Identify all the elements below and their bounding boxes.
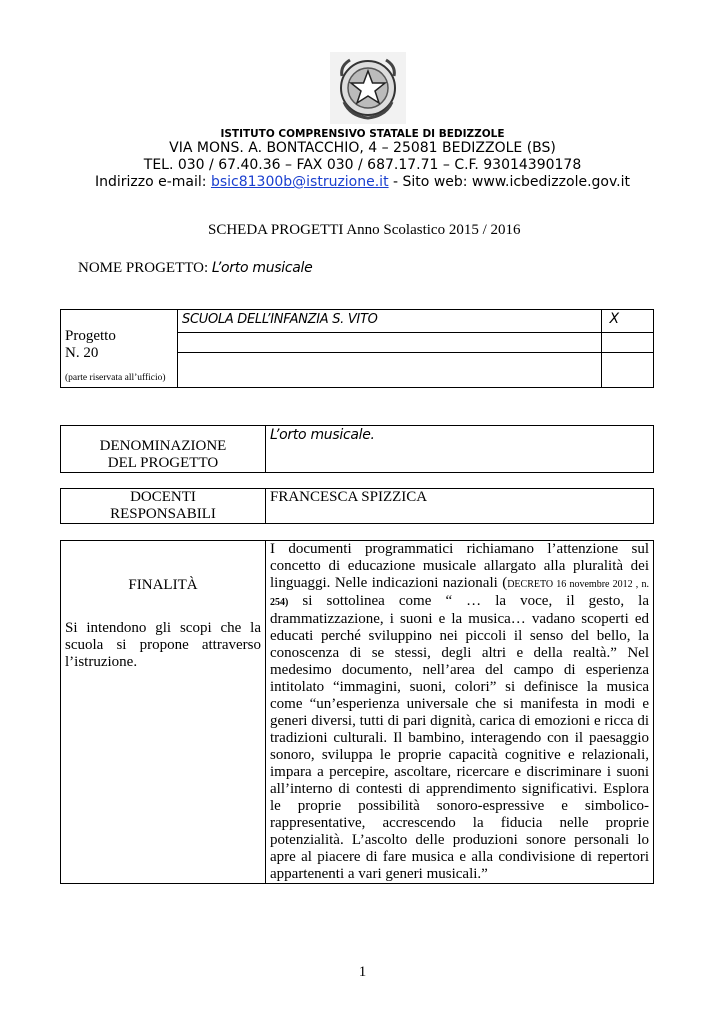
finalita-label-cell — [61, 541, 266, 884]
italian-republic-emblem-icon — [330, 52, 406, 124]
finalita-text-2: si sottolinea come “ … la voce, il gesto, la drammatizzazione, i suoni e la musica… vadano scoperti ed educati perché sviluppino nei piccoli il senso del bello, la conoscenza di se stessi, degli altri e della realtà.” Nel medesimo documento, nell’area del campo di esperienza intitolato “immagini, suoni, colori” si definisce la musica come “un’esperienza universale che si manifesta in modi e generi diversi, tutti di pari dignità, carica di emozioni e ricca di tradizioni culturali. Il bambino, interagendo con il paesaggio sonoro, sviluppa le proprie capacità cognitive e relazionali, impara a percepire, ascoltare, ricercare e discriminare i suoni all’interno di contesti di apprendimento significativi. Esplora le proprie possibilità sonoro-espressive e simbolico-rappresentative, accrescendo la fiducia nelle proprie potenzialità. L’ascolto delle produzioni sonore personali lo apre al piacere di fare musica e alla condivisione di repertori appartenenti a vari generi musicali.” — [270, 593, 649, 882]
email-link[interactable]: bsic81300b@istruzione.it — [210, 174, 389, 190]
school-address: VIA MONS. A. BONTACCHIO, 4 – 25081 BEDIZZOLE (BS) — [169, 140, 556, 156]
denominazione-label-2: DEL PROGETTO — [107, 455, 219, 471]
school-cell — [178, 310, 601, 333]
finalita-text-cell — [266, 541, 654, 884]
decreto-ref: DECRETO 16 novembre 2012 , n. — [507, 579, 649, 590]
project-label: Progetto — [65, 328, 116, 344]
contact-line — [0, 174, 725, 190]
finalita-title: FINALITÀ — [128, 577, 198, 593]
decreto-number: 254) — [270, 597, 289, 608]
docenti-label-1: DOCENTI — [130, 489, 196, 505]
mark-cell — [601, 310, 654, 333]
denominazione-box — [60, 425, 654, 473]
docenti-label-cell — [61, 489, 266, 524]
empty-cell — [601, 353, 654, 388]
project-name-label: NOME PROGETTO: — [78, 260, 209, 276]
denominazione-value-cell — [266, 426, 654, 473]
denominazione-label-cell — [61, 426, 266, 473]
school-phone: TEL. 030 / 67.40.36 – FAX 030 / 687.17.71 – C.F. 93014390178 — [143, 157, 582, 173]
project-number-cell — [61, 310, 178, 388]
denominazione-label-1: DENOMINAZIONE — [99, 438, 227, 454]
finalita-text-1: I documenti programmatici richiamano l’attenzione sul concetto di educazione musicale allargato alla pluralità dei linguaggi. Nelle indicazioni nazionali ( — [270, 541, 649, 591]
website-text: - Sito web: www.icbedizzole.gov.it — [393, 174, 631, 190]
page-number: 1 — [358, 964, 367, 980]
empty-cell — [178, 353, 601, 388]
denominazione-value: L’orto musicale. — [270, 427, 375, 443]
school-value: SCUOLA DELL’INFANZIA S. VITO — [182, 312, 378, 327]
empty-cell — [178, 333, 601, 353]
mark-value: X — [609, 311, 619, 327]
docenti-value-cell — [266, 489, 654, 524]
project-box — [60, 309, 654, 388]
project-name-row — [78, 260, 312, 277]
docenti-label-2: RESPONSABILI — [110, 506, 216, 522]
finalita-box — [60, 540, 654, 884]
form-title: SCHEDA PROGETTI Anno Scolastico 2015 / 2016 — [208, 222, 521, 238]
school-name: ISTITUTO COMPRENSIVO STATALE DI BEDIZZOLE — [220, 128, 505, 140]
email-label: Indirizzo e-mail: — [94, 174, 207, 190]
office-note: (parte riservata all’ufficio) — [65, 373, 166, 383]
docenti-box — [60, 488, 654, 524]
empty-cell — [601, 333, 654, 353]
finalita-description: Si intendono gli scopi che la scuola si propone attraverso l’istruzione. — [65, 620, 261, 670]
project-name-value: L’orto musicale — [211, 260, 313, 276]
docenti-value: FRANCESCA SPIZZICA — [270, 489, 428, 505]
project-number: N. 20 — [65, 345, 99, 361]
